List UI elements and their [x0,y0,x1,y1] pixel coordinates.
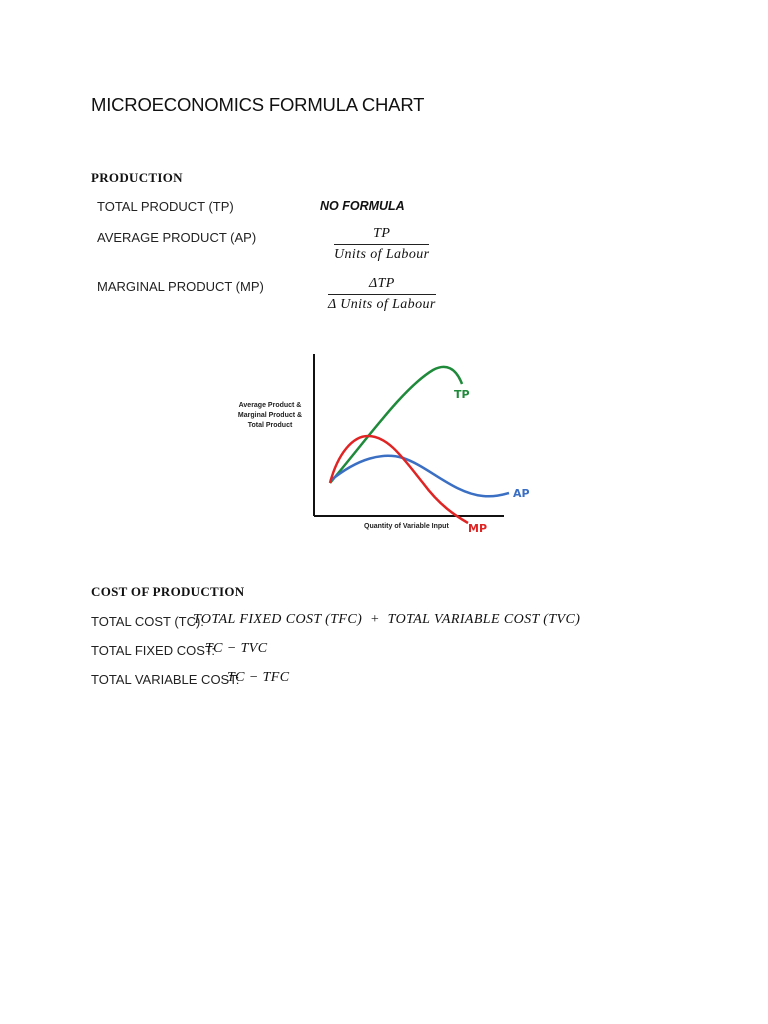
label-total-fixed-cost: TOTAL FIXED COST: [91,643,216,658]
graph-plot-area [228,348,528,538]
formula-total-fixed-cost: TC − TVC [205,641,268,656]
tp-curve-label: TP [454,388,470,401]
y-label-line: Average Product & [238,402,302,409]
tp-curve [330,367,462,483]
production-curves-graph [228,348,528,538]
section-heading-cost: COST OF PRODUCTION [91,584,245,599]
fraction-numerator: TP [373,226,391,241]
label-total-product: TOTAL PRODUCT (TP) [97,199,234,214]
fraction-denominator: Units of Labour [334,247,430,262]
fraction-denominator: Δ Units of Labour [328,297,436,312]
formula-total-variable-cost: TC − TFC [227,670,290,685]
label-average-product: AVERAGE PRODUCT (AP) [97,230,257,245]
ap-curve-label: AP [513,487,530,500]
formula-total-product: NO FORMULA [320,199,405,213]
section-heading-production: PRODUCTION [91,170,183,185]
formula-marginal-product [328,276,436,313]
y-label-line: Total Product [247,422,293,429]
mp-curve-label: MP [468,522,488,535]
graph-x-axis-label: Quantity of Variable Input [364,523,449,530]
y-label-line: Marginal Product & [237,412,303,419]
mp-curve [330,436,468,523]
ap-curve [330,456,509,496]
label-total-variable-cost: TOTAL VARIABLE COST: [91,672,240,687]
formula-average-product [334,226,429,263]
formula-total-cost: TOTAL FIXED COST (TFC) + TOTAL VARIABLE COST (TVC) [193,612,581,627]
page-title: MICROECONOMICS FORMULA CHART [91,94,425,115]
fraction-numerator: ΔTP [368,276,395,291]
label-marginal-product: MARGINAL PRODUCT (MP) [97,279,264,294]
label-total-cost: TOTAL COST (TC): [91,614,204,629]
